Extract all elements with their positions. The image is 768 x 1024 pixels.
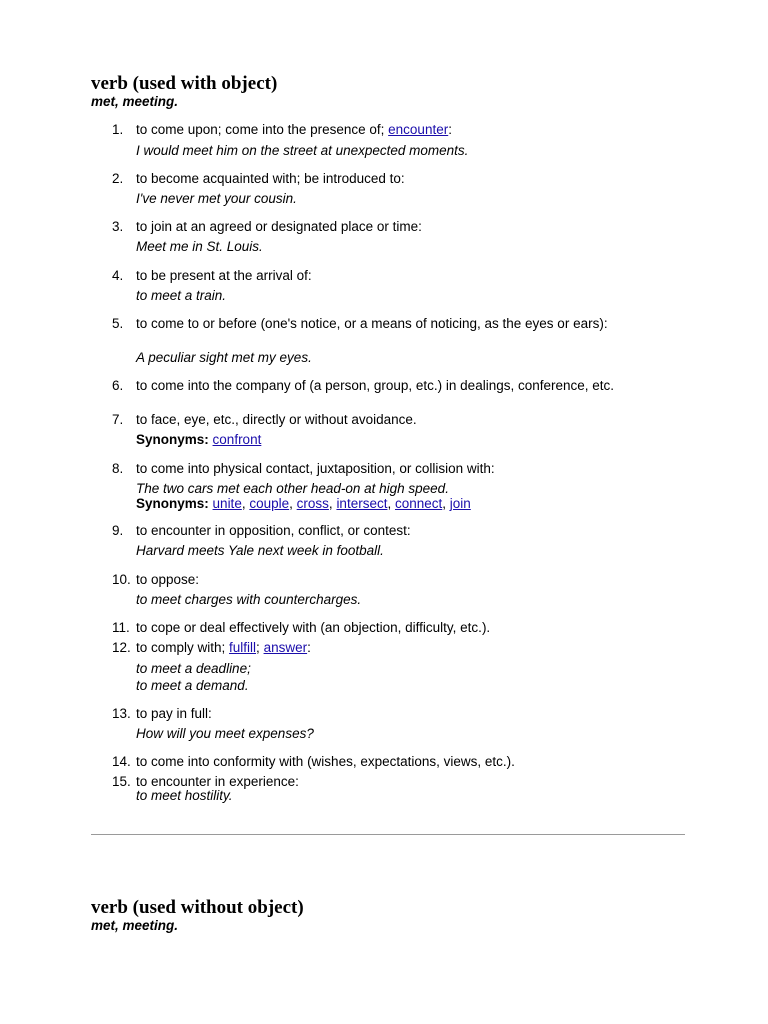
definition-number: 3.	[112, 219, 124, 234]
definition-number: 14.	[112, 754, 131, 769]
example-sentence: I've never met your cousin.	[136, 191, 297, 206]
example-sentence: to meet a deadline;	[136, 661, 251, 676]
example-sentence: to meet a demand.	[136, 678, 249, 693]
definition-text-part: to come upon; come into the presence of;	[136, 122, 389, 137]
definition-text: to become acquainted with; be introduced to:	[136, 171, 405, 186]
definition-text: to come into conformity with (wishes, expectations, views, etc.).	[136, 754, 515, 769]
definition-number: 6.	[112, 378, 124, 393]
definition-text: to encounter in opposition, conflict, or contest:	[136, 523, 411, 538]
synonym-link-unite[interactable]: unite	[212, 496, 242, 511]
section-divider	[91, 834, 685, 835]
definition-number: 10.	[112, 572, 131, 587]
inflected-forms: met, meeting.	[91, 94, 179, 109]
example-sentence: to meet charges with countercharges.	[136, 592, 362, 607]
synonyms-line	[136, 433, 261, 447]
definition-number: 2.	[112, 171, 124, 186]
definition-number: 8.	[112, 461, 124, 476]
example-sentence: How will you meet expenses?	[136, 726, 314, 741]
synonym-link-join[interactable]: join	[449, 496, 471, 511]
synonym-link-couple[interactable]: couple	[249, 496, 290, 511]
definition-text	[136, 123, 685, 137]
inflected-forms: met, meeting.	[91, 918, 179, 933]
definition-number: 15.	[112, 774, 131, 789]
example-sentence: I would meet him on the street at unexpected moments.	[136, 143, 469, 158]
definition-suffix: :	[448, 122, 452, 137]
synonyms-label: Synonyms:	[136, 432, 209, 447]
definition-text: to encounter in experience:	[136, 774, 299, 789]
synonyms-label: Synonyms:	[136, 496, 209, 511]
definition-number: 13.	[112, 706, 131, 721]
definition-list	[91, 0, 685, 820]
definition-text: to join at an agreed or designated place or time:	[136, 219, 422, 234]
section-header-intransitive	[91, 898, 685, 934]
example-sentence: The two cars met each other head-on at high speed.	[136, 481, 449, 496]
definition-text: to come into physical contact, juxtaposition, or collision with:	[136, 461, 495, 476]
synonym-link-intersect[interactable]: intersect	[336, 496, 388, 511]
link-encounter[interactable]: encounter	[388, 122, 449, 137]
example-sentence: Harvard meets Yale next week in football.	[136, 543, 384, 558]
example-sentence: Meet me in St. Louis.	[136, 239, 263, 254]
link-answer[interactable]: answer	[263, 640, 308, 655]
part-of-speech-heading: verb (used without object)	[91, 897, 304, 918]
synonym-link-cross[interactable]: cross	[296, 496, 329, 511]
link-fulfill[interactable]: fulfill	[229, 640, 257, 655]
definition-text: to come into the company of (a person, group, etc.) in dealings, conference, etc.	[136, 378, 615, 393]
definition-number: 12.	[112, 640, 131, 655]
synonyms-line: Synonyms: unite, couple, cross, intersect, connect, join	[136, 496, 471, 511]
definition-text: to pay in full:	[136, 706, 212, 721]
definition-number: 11.	[112, 620, 130, 635]
definition-number: 4.	[112, 268, 124, 283]
definition-number: 1.	[112, 122, 124, 137]
definition-text: to oppose:	[136, 572, 200, 587]
definition-number: 9.	[112, 523, 124, 538]
synonym-link-connect[interactable]: connect	[394, 496, 443, 511]
definition-text: to comply with; fulfill; answer:	[136, 640, 311, 655]
definition-text: to be present at the arrival of:	[136, 268, 312, 283]
definition-text-part: to comply with;	[136, 640, 230, 655]
example-sentence: A peculiar sight met my eyes.	[136, 350, 312, 365]
definition-text: to face, eye, etc., directly or without avoidance.	[136, 412, 417, 427]
synonym-link-confront[interactable]: confront	[212, 432, 262, 447]
definition-text: to come to or before (one's notice, or a means of noticing, as the eyes or ears):	[136, 316, 608, 331]
definition-text: to cope or deal effectively with (an objection, difficulty, etc.).	[136, 620, 491, 635]
definition-number: 7.	[112, 412, 124, 427]
example-sentence: to meet a train.	[136, 288, 227, 303]
part-of-speech-heading: verb (used with object)	[91, 73, 278, 94]
example-sentence: to meet hostility.	[136, 788, 233, 803]
definition-number: 5.	[112, 316, 124, 331]
definition-suffix: :	[307, 640, 311, 655]
